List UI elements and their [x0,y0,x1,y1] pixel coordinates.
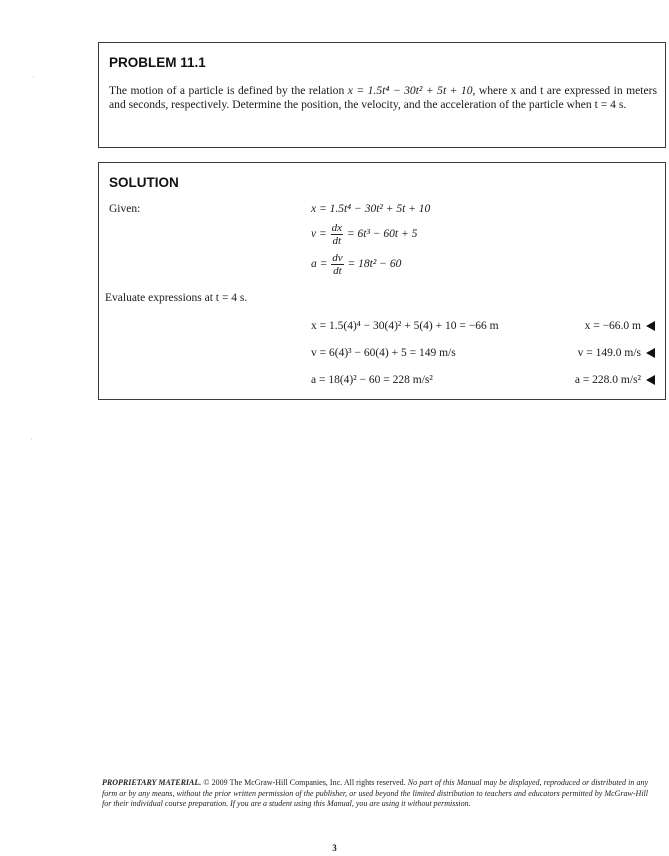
answer-a-value: a = 228.0 m/s² [574,374,641,386]
eval-a-equation: a = 18(4)² − 60 = 228 m/s² [311,374,433,386]
answer-x [585,320,655,332]
velocity-fraction [331,222,343,247]
page-number: 3 [332,843,337,853]
footer-copyright: © 2009 The McGraw-Hill Companies, Inc. All rights reserved. [201,778,408,787]
answer-x-value: x = −66.0 m [584,320,641,332]
problem-statement-b: , where x and t are expressed in meters and seconds, respectively. Determine the position, the velocity, and the acceleration of the particle when t = 4 s. [109,84,657,111]
acceleration-denominator: dt [333,265,342,277]
scan-speck: · [30,434,33,444]
acceleration-rhs: = 18t² − 60 [347,258,402,271]
evaluate-label: Evaluate expressions at t = 4 s. [105,292,248,304]
problem-relation: x = 1.5t⁴ − 30t² + 5t + 10 [347,84,473,97]
problem-heading: PROBLEM 11.1 [109,55,206,70]
answer-arrow-icon [646,375,655,385]
answer-v-value: v = 149.0 m/s [577,347,641,359]
velocity-denominator: dt [332,235,342,247]
velocity-lhs: v = [311,228,327,241]
acceleration-numerator: dv [332,252,343,264]
solution-heading: SOLUTION [109,175,179,190]
velocity-numerator: dx [331,222,343,234]
velocity-rhs: = 6t³ − 60t + 5 [346,228,418,241]
scan-speck: · [32,72,35,82]
answer-a [575,374,655,386]
eval-x-equation: x = 1.5(4)⁴ − 30(4)² + 5(4) + 10 = −66 m [311,320,499,332]
acceleration-fraction [331,252,343,277]
problem-statement [109,84,657,111]
given-x-equation: x = 1.5t⁴ − 30t² + 5t + 10 [311,203,431,215]
given-label: Given: [109,203,141,215]
copyright-footer [102,778,648,810]
velocity-equation [311,222,417,247]
problem-box [98,42,666,148]
answer-arrow-icon [646,321,655,331]
answer-v [578,347,655,359]
answer-arrow-icon [646,348,655,358]
problem-statement-a: The motion of a particle is defined by the relation [109,84,348,97]
solution-box [98,162,666,400]
acceleration-lhs: a = [311,258,328,271]
footer-lead: PROPRIETARY MATERIAL. [102,778,202,787]
footer-notice: No part of this Manual may be displayed, reproduced or distributed in any form or by any means, without the prior written permission of the publisher, or used beyond the limited distribution to teachers and educators permitted by McGraw-Hill for their individual course preparation. If you are a student using this Manual, you are using it without permission. [102,778,649,808]
acceleration-equation [311,252,401,277]
eval-v-equation: v = 6(4)³ − 60(4) + 5 = 149 m/s [311,347,456,359]
